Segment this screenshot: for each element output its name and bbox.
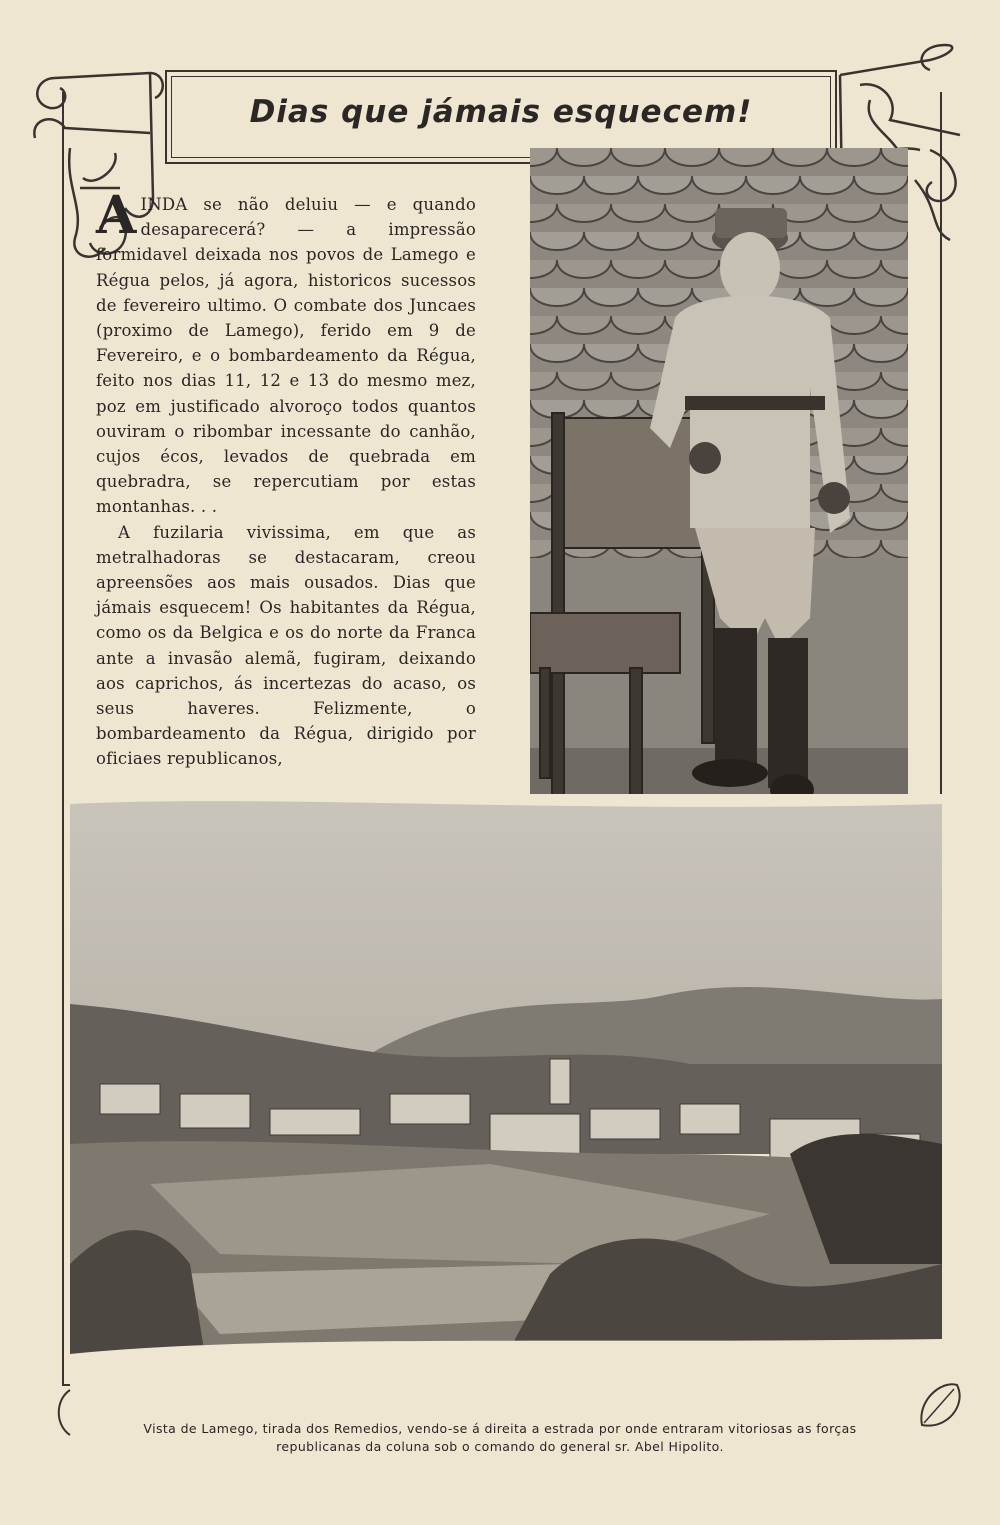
paragraph-1-text: INDA se não deluiu — e quando desaparecerá? — a impressão formidavel deixada nos povos de Lamego e Régua pelos, já agora, historicos sucessos de fevereiro ultimo. O combate dos Juncaes (proximo de Lamego), ferido em 9 de Fevereiro, e o bombardeamento da Régua, feito nos dias 11, 12 e 13 do mesmo mez, poz em justificado alvoroço todos quantos ouviram o ribombar incessante do canhão, cujos écos, levados de quebrada em quebradra, se repercutiam por estas montanhas. . .	[96, 195, 476, 517]
article-body	[96, 185, 476, 772]
drop-cap: A	[96, 185, 137, 246]
page-title: Dias que jámais esquecem!	[249, 94, 753, 130]
portrait-photo-illustration	[530, 148, 908, 838]
portrait-photo	[530, 148, 908, 838]
leaf-ornament-bottom-left	[40, 1380, 100, 1440]
paragraph-1	[96, 185, 476, 520]
landscape-photo-illustration	[70, 794, 942, 1386]
paragraph-2: A fuzilaria vivissima, em que as metralhadoras se destacaram, creou apreensões aos mais ousados. Dias que jámais esquecem! Os habitantes da Régua, como os da Belgica e os do norte da Franca ante a invasão alemã, fugiram, deixando aos caprichos, ás incertezas do acaso, os seus haveres. Felizmente, o bombardeamento da Régua, dirigido por oficiaes republicanos,	[96, 522, 476, 769]
landscape-caption: Vista de Lamego, tirada dos Remedios, vendo-se á direita a estrada por onde entraram vitoriosas as forças republicanas da coluna sob o comando do general sr. Abel Hipolito.	[143, 1421, 857, 1454]
landscape-photo	[70, 794, 942, 1386]
